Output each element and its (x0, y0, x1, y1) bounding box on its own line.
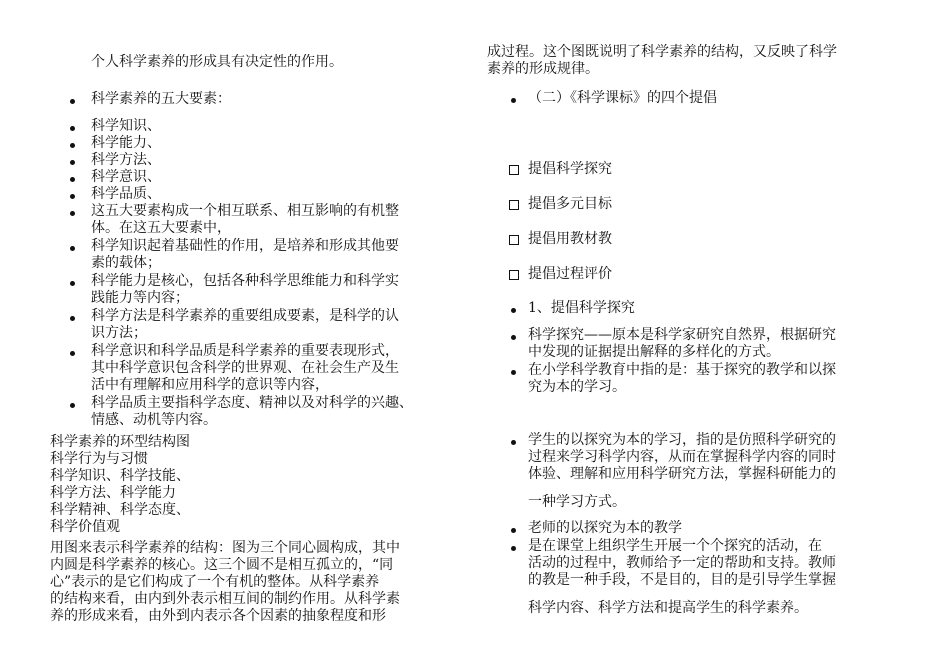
list-item-line: 科学能力、 (91, 135, 161, 151)
advocacy-item: 提倡多元目标 (528, 196, 612, 212)
list-item-line: 科学方法、 (91, 152, 161, 168)
bullet-dot (70, 99, 75, 104)
ring-structure-line: 科学精神、科学态度、 (50, 502, 190, 518)
list-item-line: 科学方法是科学素养的重要组成要素，是科学的认 (91, 308, 399, 324)
bullet-dot (70, 143, 75, 148)
ring-structure-line: 科学方法、科学能力 (50, 485, 176, 501)
list-item-line: 素的载体； (91, 255, 161, 271)
bullet-dot (70, 211, 75, 216)
paragraph-line: 的结构来看，由内到外表示相互间的制约作用。从科学素 (50, 591, 400, 607)
list-item-line: 科学知识起着基础性的作用，是培养和形成其他要 (91, 238, 399, 254)
bullet-line: 一种学习方式。 (528, 494, 626, 510)
bullet-dot (511, 308, 516, 313)
bullet-dot (70, 160, 75, 165)
ring-structure-line: 科学行为与习惯 (50, 451, 148, 467)
bullet-line: 中发现的证据提出解释的多样化的方式。 (528, 344, 780, 360)
bullet-dot (511, 98, 516, 103)
ring-structure-line: 科学素养的环型结构图 (50, 434, 190, 450)
bullet-line: 学生的以探究为本的学习，指的是仿照科学研究的 (528, 432, 836, 448)
bullet-dot (511, 335, 516, 340)
checkbox-icon (509, 235, 519, 245)
paragraph-line: 心”表示的是它们构成了一个有机的整体。从科学素养 (50, 574, 380, 590)
five-elements-heading: 科学素养的五大要素： (91, 91, 231, 107)
bullet-line: 过程来学习科学内容，从而在掌握科学内容的同时 (528, 449, 836, 465)
bullet-dot (511, 528, 516, 533)
list-item-line: 其中科学意识包含科学的世界观、在社会生产及生 (91, 360, 399, 376)
bullet-line: 在小学科学教育中指的是：基于探究的教学和以探 (528, 362, 836, 378)
list-item-line: 体。在这五大要素中， (91, 220, 231, 236)
advocacy-item: 提倡科学探究 (528, 161, 612, 177)
checkbox-icon (509, 165, 519, 175)
advocacy-item: 提倡用教材教 (528, 231, 612, 247)
paragraph-line: 素养的形成规律。 (487, 61, 599, 77)
bullet-line: 活动的过程中，教师给予一定的帮助和支持。教师 (528, 555, 836, 571)
checkbox-icon (509, 200, 519, 210)
bullet-dot (70, 177, 75, 182)
list-item-line: 科学意识和科学品质是科学素养的重要表现形式， (91, 343, 399, 359)
bullet-dot (511, 370, 516, 375)
list-item-line: 科学能力是核心，包括各种科学思维能力和科学实 (91, 273, 399, 289)
subsection-title: 1、提倡科学探究 (528, 300, 635, 316)
list-item-line: 践能力等内容； (91, 290, 189, 306)
four-advocacies-heading: （二）《科学课标》的四个提倡 (528, 90, 717, 106)
ring-structure-line: 科学价值观 (50, 519, 120, 535)
bullet-dot (70, 194, 75, 199)
bullet-dot (511, 440, 516, 445)
paragraph-line: 用图来表示科学素养的结构：图为三个同心圆构成，其中 (50, 540, 400, 556)
bullet-line: 科学内容、科学方法和提高学生的科学素养。 (528, 600, 808, 616)
bullet-dot (70, 281, 75, 286)
bullet-dot (511, 546, 516, 551)
paragraph-line: 内圆是科学素养的核心。这三个圆不是相互孤立的，“同 (50, 557, 394, 573)
bullet-dot (70, 126, 75, 131)
intro-line: 个人科学素养的形成具有决定性的作用。 (91, 54, 343, 70)
ring-structure-line: 科学知识、科学技能、 (50, 468, 190, 484)
checkbox-icon (509, 270, 519, 280)
list-item-line: 情感、动机等内容。 (91, 412, 217, 428)
bullet-line: 老师的以探究为本的教学 (528, 520, 682, 536)
bullet-dot (70, 246, 75, 251)
bullet-line: 的教是一种手段，不是目的，目的是引导学生掌握 (528, 572, 836, 588)
bullet-line: 是在课堂上组织学生开展一个个探究的活动，在 (528, 538, 822, 554)
advocacy-item: 提倡过程评价 (528, 266, 612, 282)
list-item-line: 这五大要素构成一个相互联系、相互影响的有机整 (91, 203, 399, 219)
list-item-line: 科学品质、 (91, 186, 161, 202)
paragraph-line: 成过程。这个图既说明了科学素养的结构，又反映了科学 (487, 44, 837, 60)
bullet-line: 科学探究——原本是科学家研究自然界，根据研究 (528, 327, 836, 343)
list-item-line: 科学意识、 (91, 169, 161, 185)
list-item-line: 科学知识、 (91, 118, 161, 134)
list-item-line: 科学品质主要指科学态度、精神以及对科学的兴趣、 (91, 395, 413, 411)
paragraph-line: 养的形成来看，由外到内表示各个因素的抽象程度和形 (50, 608, 386, 624)
bullet-line: 体验、理解和应用科学研究方法，掌握科研能力的 (528, 466, 836, 482)
list-item-line: 识方法； (91, 325, 147, 341)
bullet-line: 究为本的学习。 (528, 379, 626, 395)
list-item-line: 活中有理解和应用科学的意识等内容， (91, 377, 329, 393)
bullet-dot (70, 316, 75, 321)
bullet-dot (70, 351, 75, 356)
bullet-dot (70, 403, 75, 408)
